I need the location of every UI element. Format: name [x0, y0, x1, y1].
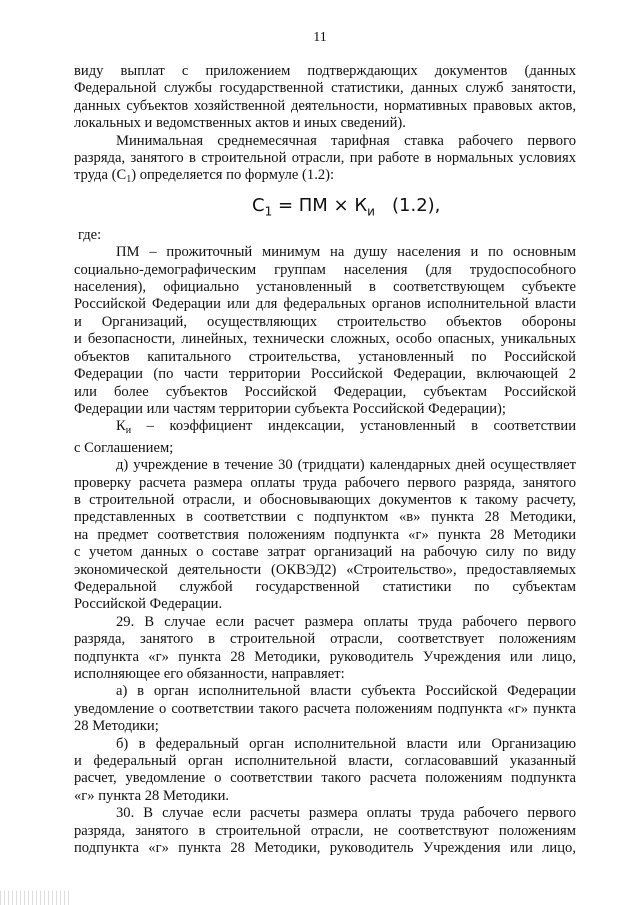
text-line: Минимальная среднемесячная тарифная ставка рабочего первого	[116, 132, 576, 149]
text-line: локальных и ведомственных актов и иных сведений).	[74, 115, 406, 132]
formula-expression	[252, 194, 375, 221]
formula-left: С	[252, 194, 265, 216]
text-line: ПМ – прожиточный минимум на душу населения и по основным	[116, 244, 576, 261]
text-line: экономической деятельности (ОКВЭД2) «Строительство», предоставляемых	[74, 561, 576, 578]
text-line: д) учреждение в течение 30 (тридцати) календарных дней осуществляет	[116, 457, 576, 474]
text-line: в строительной отрасли, и обосновывающих документов к такому расчету,	[74, 491, 576, 508]
text-line: расчет, уведомление о соответствии такого расчета положениям подпункта	[74, 770, 576, 787]
text-fragment: труда (С	[74, 167, 127, 184]
paragraph-continuation	[74, 63, 576, 133]
text-line: а) в орган исполнительной власти субъекта Российской Федерации	[116, 683, 576, 700]
text-line: и безопасности, линейных, технически сложных, особо опасных, уникальных	[74, 331, 576, 348]
subpoint-b	[74, 736, 576, 806]
paragraph-min-rate	[74, 133, 576, 189]
text-line: 28 Методики;	[74, 718, 159, 735]
formula-left-subscript: 1	[264, 204, 273, 219]
text-fragment: – коэффициент индексации, установленный в соответствии	[131, 418, 576, 435]
text-line: разряда, занятого в строительной отрасли, не соответствуют положениям	[74, 822, 576, 839]
text-line: с Соглашением;	[74, 439, 174, 456]
subscript: 1	[126, 174, 132, 186]
text-line: с учетом данных о составе затрат организаций на рабочую силу по виду	[74, 544, 576, 561]
text-line	[74, 167, 576, 188]
page-number: 11	[313, 30, 327, 45]
text-line: Федерации (по части территории Российской Федерации, включающей 2	[74, 366, 576, 383]
text-fragment: ) определяется по формуле (1.2):	[131, 167, 335, 184]
text-line: объектов капитального строительства, установленный по Российской	[74, 348, 576, 365]
text-line: б) в федеральный орган исполнительной власти или Организацию	[116, 735, 576, 752]
text-line: 29. В случае если расчет размера оплаты труда рабочего первого	[116, 613, 576, 630]
definition-pm	[74, 244, 576, 418]
text-line: представленных в соответствии с подпунктом «в» пункта 28 Методики,	[74, 509, 576, 526]
text-line: подпункта «г» пункта 28 Методики, руководитель Учреждения или лицо,	[74, 648, 576, 665]
text-line: населения), официально установленный в соответствующем субъекте	[74, 279, 576, 296]
text-line: социально-демографическим группам населения (для трудоспособного	[74, 261, 576, 278]
text-line: Федеральной службой государственной статистики по субъектам	[74, 578, 576, 595]
formula-middle: = ПМ × К	[272, 194, 368, 216]
text-line: «г» пункта 28 Методики.	[74, 787, 230, 804]
scan-artifact	[0, 891, 70, 905]
text-line: разряда, занятого в строительной отрасли, соответствует положениям	[74, 631, 576, 648]
text-line	[74, 418, 576, 439]
text-line: или более субъектов Российской Федерации, субъектам Российской	[74, 383, 576, 400]
symbol: К	[116, 418, 126, 435]
definition-ki	[74, 418, 576, 457]
text-line: разряда, занятого в строительной отрасли, при работе в нормальных условиях	[74, 150, 576, 167]
formula-right-subscript: и	[367, 204, 375, 219]
formula	[74, 195, 576, 221]
text-line: уведомление о соответствии такого расчета положениям подпункта «г» пункта	[74, 700, 576, 717]
formula-number: (1.2),	[392, 194, 441, 216]
text-line: проверку расчета размера оплаты труда рабочего первого разряда, занятого	[74, 474, 576, 491]
subpoint-a	[74, 683, 576, 735]
text-line: данных субъектов хозяйственной деятельности, нормативных правовых актов,	[74, 97, 576, 114]
where-label: где:	[78, 226, 102, 243]
text-line: Российской Федерации или для федеральных органов исполнительной власти	[74, 296, 576, 313]
text-line: и Организаций, осуществляющих строительство объектов обороны	[74, 313, 576, 330]
text-line: виду выплат с приложением подтверждающих документов (данных	[74, 63, 576, 79]
text-line: Федеральной службы государственной статистики, данных служб занятости,	[74, 80, 576, 97]
text-line: подпункта «г» пункта 28 Методики, руководитель Учреждения или лицо,	[74, 840, 576, 857]
text-line: 30. В случае если расчеты размера оплаты труда рабочего первого	[116, 805, 576, 822]
text-line: на предмет соответствия положениям подпункта «г» пункта 28 Методики	[74, 526, 576, 543]
subscript: и	[125, 425, 132, 437]
text-line: Федерации или частям территории субъекта Российской Федерации);	[74, 400, 506, 417]
subpoint-d	[74, 457, 576, 614]
text-line: Российской Федерации.	[74, 596, 223, 613]
point-30	[74, 805, 576, 857]
text-line: исполняющее его обязанности, направляет:	[74, 666, 345, 682]
document-body	[74, 63, 576, 857]
text-line: и федеральный орган исполнительной власти, согласовавший указанный	[74, 753, 576, 770]
point-29	[74, 614, 576, 684]
